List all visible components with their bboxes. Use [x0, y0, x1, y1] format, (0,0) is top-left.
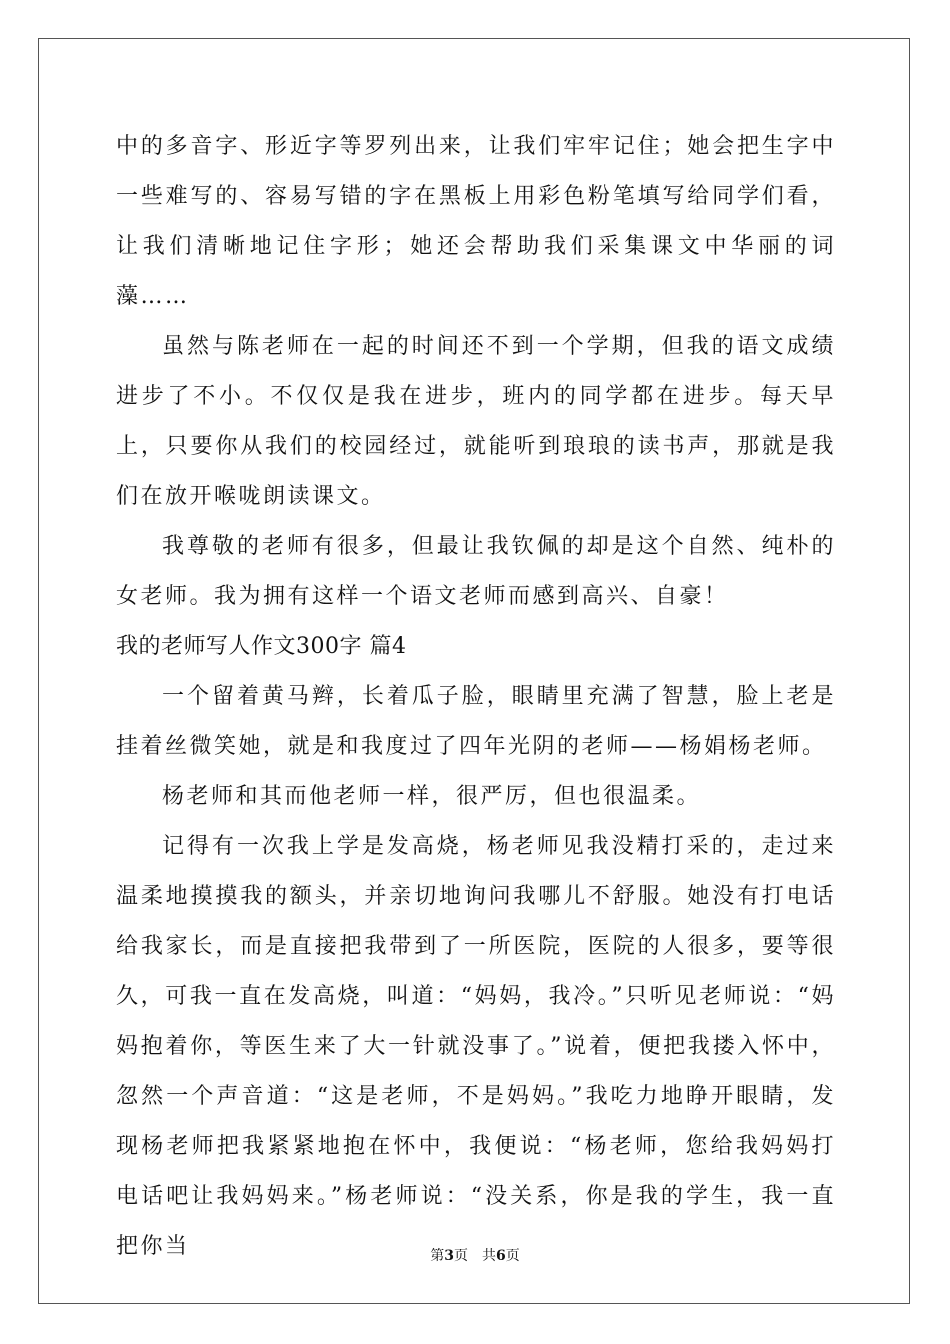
- page-total: 6: [496, 1248, 506, 1264]
- page-current: 3: [444, 1248, 454, 1264]
- paragraph-2: 虽然与陈老师在一起的时间还不到一个学期，但我的语文成绩进步了不小。不仅仅是我在进步，班内的同学都在进步。每天早上，只要你从我们的校园经过，就能听到琅琅的读书声，那就是我们在放开喉咙朗读课文。: [116, 334, 836, 509]
- total-prefix: 共: [482, 1248, 496, 1264]
- total-unit: 页: [505, 1248, 520, 1264]
- page-unit: 页: [454, 1248, 468, 1264]
- paragraph-3: 我尊敬的老师有很多，但最让我钦佩的却是这个自然、纯朴的女老师。我为拥有这样一个语文老师而感到高兴、自豪！: [116, 534, 836, 609]
- paragraph-1: 中的多音字、形近字等罗列出来，让我们牢牢记住；她会把生字中一些难写的、容易写错的字在黑板上用彩色粉笔填写给同学们看，让我们清晰地记住字形；她还会帮助我们采集课文中华丽的词藻……: [116, 134, 836, 309]
- document-body: [116, 122, 836, 1272]
- page-footer: [0, 1246, 950, 1266]
- paragraph-6: 杨老师和其而他老师一样，很严厉，但也很温柔。: [162, 784, 702, 809]
- page-prefix: 第: [430, 1248, 445, 1264]
- paragraph-7: 记得有一次我上学是发高烧，杨老师见我没精打采的，走过来温柔地摸摸我的额头，并亲切地询问我哪儿不舒服。她没有打电话给我家长，而是直接把我带到了一所医院，医院的人很多，要等很久，可我一直在发高烧，叫道：“妈妈，我冷。”只听见老师说：“妈妈抱着你，等医生来了大一针就没事了。”说着，便把我搂入怀中，忽然一个声音道：“这是老师，不是妈妈。”我吃力地睁开眼睛，发现杨老师把我紧紧地抱在怀中，我便说：“杨老师，您给我妈妈打电话吧让我妈妈来。”杨老师说：“没关系，你是我的学生，我一直把你当: [116, 834, 836, 1259]
- paragraph-5: 一个留着黄马辫，长着瓜子脸，眼睛里充满了智慧，脸上老是挂着丝微笑她，就是和我度过了四年光阴的老师——杨娟杨老师。: [116, 684, 836, 759]
- section-heading: 我的老师写人作文300字 篇4: [116, 634, 407, 659]
